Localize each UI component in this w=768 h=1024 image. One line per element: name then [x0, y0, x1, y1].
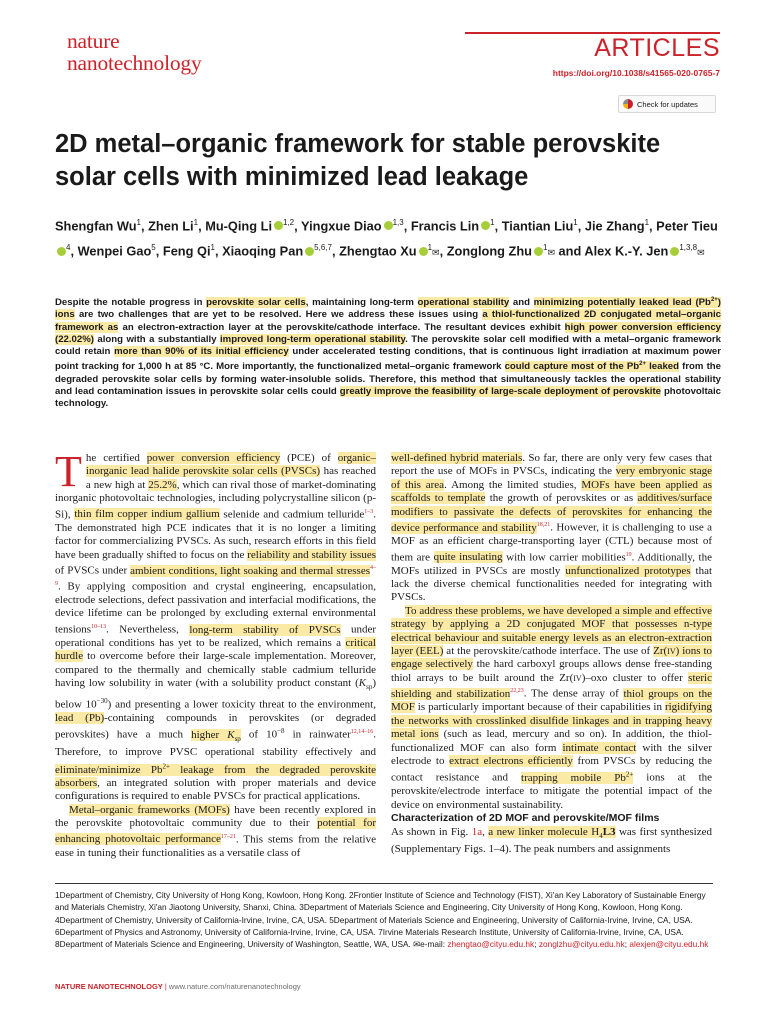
- author-affiliation-sup: 1,3,8: [679, 243, 698, 253]
- journal-logo[interactable]: [67, 30, 202, 74]
- author-affiliation-sup: 1: [573, 218, 578, 227]
- author-affiliation-sup: 1: [136, 218, 141, 227]
- orcid-icon[interactable]: [274, 221, 283, 230]
- footer-journal: NATURE NANOTECHNOLOGY: [55, 982, 163, 991]
- orcid-icon[interactable]: [534, 247, 543, 256]
- orcid-icon[interactable]: [419, 247, 428, 256]
- author-affiliation-sup: 1: [644, 218, 650, 227]
- section-heading: Characterization of 2D MOF and perovskite/MOF films: [391, 812, 660, 825]
- email-icon[interactable]: ✉: [432, 247, 440, 258]
- body-paragraph: well-defined hybrid materials. So far, there are only very few cases that report the use of MOFs in PVSCs, indicating the very embryonic stage of this area. Among the limited studies, MOFs have been applied as scaffolds to template the growth of perovskites or as additives/surface modifiers to passivate the defects of perovskites for enhancing the device performance and stability$^{18,21}$. However, it is challenging to use a MOF as an efficient charge-transporting layer (CTL) because most of them are quite insulating with low carrier mobilities$^{19}$. Additionally, the MOFs utilized in PVSCs are mostly unfunctionalized prototypes that lack the diverse chemical functionalities needed for integrating with PVSCs.: [391, 452, 713, 604]
- orcid-icon[interactable]: [481, 221, 490, 230]
- doi-link[interactable]: https://doi.org/10.1038/s41565-020-0765-7: [552, 68, 720, 78]
- footnote-rule: [55, 883, 713, 884]
- body-column-left: [55, 447, 377, 860]
- check-updates-label: Check for updates: [637, 99, 698, 109]
- author-affiliation-sup: 1,3: [392, 218, 404, 227]
- email-icon[interactable]: ✉: [697, 247, 705, 258]
- abstract: Despite the notable progress in perovskite solar cells, maintaining long-term operational stability and minimizing potentially leaked lead $(Pb^{2+})$ ions are two challenges that are yet to be resolved. Here we address these issues using a thiol-functionalized 2D conjugated metal–organic framework as an electron-extraction layer at the perovskite/cathode interface. The resultant devices exhibit high power conversion efficiency (22.02%) along with a substantially improved long-term operational stability. The perovskite solar cell modified with a metal–organic framework could retain more than 90% of its initial efficiency under accelerated testing conditions, that is continuous light irradiation at maximum power point tracking for 1,000 h at 85 °C. More importantly, the functionalized metal–organic framework could capture most of the $Pb^{2+}$ leaked from the degraded perovskite solar cells by forming water-insoluble solids. Therefore, this method that simultaneously tackles the operational stability and lead contamination issues in perovskite solar cells could greatly improve the feasibility of large-scale deployment of perovskite photovoltaic technology.: [55, 297, 722, 409]
- author-list: Shengfan Wu$^1$, Zhen Li$^1$, Mu-Qing Li $^{1,2}$, Yingxue Diao $^{1,3}$, Francis Lin $^1$, Tiantian Liu$^1$, Jie Zhang$^1$, Peter Tieu$^4$, Wenpei Gao$^5$, Feng Qi$^1$, Xiaoqing Pan $^{5,6,7}$, Zhengtao Xu $^1$✉, Zonglong Zhu $^1$✉ and Alex K.-Y. Jen $^{1,3,8}$✉: [55, 218, 718, 259]
- author-affiliation-sup: 5,6,7: [314, 243, 332, 253]
- author-name[interactable]: Tiantian Liu: [501, 218, 574, 234]
- author-affiliation-sup: 1: [542, 243, 548, 253]
- affiliations: 1Department of Chemistry, City University of Hong Kong, Kowloon, Hong Kong. 2Frontier Institute of Science and Technology (FIST), Xi'an Key Laboratory of Sustainable Energy and Materials Chemistry, Xi'an Jiaotong University, Shanxi, China. 3Department of Materials Science and Engineering, City University of Hong Kong, Kowloon, Hong Kong. 4Department of Chemistry, University of California-Irvine, Irvine, CA, USA. 5Department of Materials Science and Engineering, University of California-Irvine, Irvine, CA, USA. 6Department of Physics and Astronomy, University of California-Irvine, Irvine, CA, USA. 7Irvine Materials Research Institute, University of California-Irvine, Irvine, CA, USA. 8Department of Materials Science and Engineering, University of Washington, Seattle, WA, USA. ✉e-mail: zhengtao@cityu.edu.hk; zonglzhu@cityu.edu.hk; alexjen@cityu.edu.hk: [55, 890, 709, 950]
- author-affiliation-sup: 1,2: [283, 218, 295, 227]
- author-name[interactable]: Zonglong Zhu: [446, 243, 532, 259]
- author-affiliation-sup: 1: [427, 243, 433, 253]
- author-affiliation-sup: 5: [151, 243, 156, 253]
- article-title: 2D metal–organic framework for stable perovskite solar cells with minimized lead leakage: [55, 130, 661, 191]
- journal-name-line1: nature: [67, 29, 120, 53]
- page-footer: NATURE NANOTECHNOLOGY | www.nature.com/naturenanotechnology: [55, 982, 301, 991]
- author-name[interactable]: Francis Lin: [410, 218, 480, 234]
- author-name[interactable]: Wenpei Gao: [77, 243, 152, 259]
- author-affiliation-sup: 1: [490, 218, 495, 227]
- email-link-1[interactable]: zhengtao@cityu.edu.hk: [447, 939, 535, 950]
- email-link-3[interactable]: alexjen@cityu.edu.hk: [629, 939, 709, 950]
- email-link-2[interactable]: zonglzhu@cityu.edu.hk: [538, 939, 625, 950]
- author-name[interactable]: Zhen Li: [148, 218, 194, 234]
- body-paragraph: Metal–organic frameworks (MOFs) have been recently explored in the perovskite photovoltaic community due to their potential for enhancing photovoltaic performance$^{17-21}$. This stems from the relative ease in tuning their functionalities as a versatile class of: [55, 803, 376, 859]
- drop-cap: T: [55, 447, 82, 496]
- orcid-icon[interactable]: [670, 247, 679, 256]
- author-name[interactable]: Peter Tieu: [656, 218, 718, 234]
- author-name[interactable]: Shengfan Wu: [55, 218, 137, 234]
- author-name[interactable]: Jie Zhang: [584, 218, 645, 234]
- author-name[interactable]: Feng Qi: [162, 243, 211, 259]
- body-paragraph: As shown in Fig. 1a, a new linker molecule $H_4L3$ was first synthesized (Supplementary Figs. 1–4). The peak numbers and assignments: [391, 825, 712, 856]
- footer-url[interactable]: www.nature.com/naturenanotechnology: [168, 982, 301, 991]
- author-affiliation-sup: 1: [193, 218, 199, 227]
- author-name[interactable]: Yingxue Diao: [301, 218, 382, 234]
- section-label: ARTICLES: [594, 34, 720, 62]
- check-updates-button[interactable]: [618, 95, 716, 113]
- body-paragraph: The certified power conversion efficiency (PCE) of organic–inorganic lead halide perovskite solar cells (PVSCs) has reached a new high at 25.2%, which can rival those of market-dominating inorganic photovoltaic technologies, including polycrystalline silicon (p-Si), thin film copper indium gallium selenide and cadmium telluride$^{1-3}$. The demonstrated high PCE indicates that it is no longer a limiting factor for commercializing PVSCs. As such, research efforts in this field have been gradually shifted to focus on the reliability and stability issues of PVSCs under ambient conditions, light soaking and thermal stresses$^{4-9}$. By applying composition and crystal engineering, encapsulation, electrode selections, defect passivation and interfacial modifications, the device lifetime can be prolonged by excluding external environmental tensions$^{10-13}$. Nevertheless, long-term stability of PVSCs under operational conditions has yet to be realized, which remains a critical hurdle to overcome before their large-scale implementation. Moreover, compared to the thermally and chemically stable cadmium telluride having low solubility in water (with a solubility product constant $(K_{sp})$ below $10^{-30}$) and presenting a lower toxicity threat to the environment, lead (Pb)-containing compounds in perovskites (or degraded perovskites) have a much higher $K_{sp}$ of $10^{-8}$ in rainwater$^{12,14-16}$. Therefore, to improve PVSC operational stability effectively and eliminate/minimize $Pb^{2+}$ leakage from the degraded perovskite absorbers, an integrated solution with proper materials and device configurations is required to enable PVSCs for practical applications.: [55, 447, 377, 803]
- crossmark-icon: [623, 99, 633, 109]
- author-affiliation-sup: 1: [210, 243, 215, 253]
- body-column-right: [391, 452, 712, 857]
- email-icon[interactable]: ✉: [547, 247, 555, 258]
- orcid-icon[interactable]: [384, 221, 393, 230]
- body-paragraph: To address these problems, we have developed a simple and effective strategy by applying a 2D conjugated MOF that possesses n-type electrical behaviour and suitable energy levels as an electron-extraction layer (EEL) at the perovskite/cathode interface. The use of Zr(iv) ions to engage selectively the hard carboxyl groups allows dense free-standing thiol arrays to be built around the Zr(iv)–oxo cluster to offer steric shielding and stabilization$^{22,23}$. The dense array of thiol groups on the MOF is particularly important because of their capabilities in rigidifying the networks with crosslinked disulfide linkages and in trapping heavy metal ions (such as lead, mercury and so on). In addition, the thiol-functionalized MOF can also form intimate contact with the silver electrode to extract electrons efficiently from PVSCs by reducing the contact resistance and trapping mobile $Pb^{2+}$ ions at the perovskite/electrode interface to mitigate the potential impact of the device on environmental sustainability.: [391, 604, 713, 811]
- author-name[interactable]: Zhengtao Xu: [339, 243, 417, 259]
- author-name[interactable]: Alex K.-Y. Jen: [584, 243, 669, 259]
- author-name[interactable]: Xiaoqing Pan: [222, 243, 304, 259]
- author-name[interactable]: Mu-Qing Li: [205, 218, 272, 234]
- affiliations-text: 1Department of Chemistry, City University of Hong Kong, Kowloon, Hong Kong. 2Frontier Institute of Science and Technology (FIST), Xi'an Key Laboratory of Sustainable Energy and Materials Chemistry, Xi'an Jiaotong University, Shanxi, China. 3Department of Materials Science and Engineering, City University of Hong Kong, Kowloon, Hong Kong. 4Department of Chemistry, University of California-Irvine, Irvine, CA, USA. 5Department of Materials Science and Engineering, University of California-Irvine, Irvine, CA, USA. 6Department of Physics and Astronomy, University of California-Irvine, Irvine, CA, USA. 7Irvine Materials Research Institute, University of California-Irvine, Irvine, CA, USA. 8Department of Materials Science and Engineering, University of Washington, Seattle, WA, USA.: [55, 890, 706, 950]
- email-icon: ✉: [413, 939, 421, 950]
- journal-name-line2: nanotechnology: [67, 51, 202, 75]
- emails-label: e-mail:: [420, 939, 446, 950]
- author-affiliation-sup: 4: [66, 243, 71, 253]
- orcid-icon[interactable]: [305, 247, 314, 256]
- orcid-icon[interactable]: [57, 247, 66, 256]
